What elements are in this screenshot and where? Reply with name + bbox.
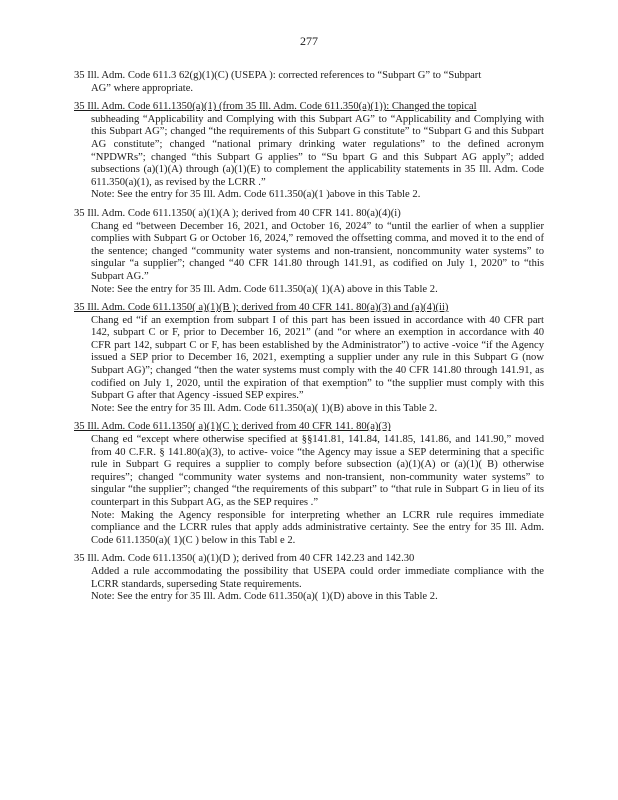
entry-note: Note: See the entry for 35 Ill. Adm. Code 611.350(a)(1 )above in this Table 2. — [91, 189, 421, 201]
entry-paragraph: AG” where appropriate. — [91, 82, 194, 94]
entry-paragraph: Chang ed “if an exemption from subpart I of this part has been issued in accordance with 40 CFR part 142, subpart C or F, prior to December 16, 2021” (and “or where an exemption in accordance with 40 CFR part 142, subpart C or F, has been established by the Administrator”) to active -voice “if the Agency issued a SEP prior to December 16, 2021, exempting a supplier under any rule in this Subpart G (now Subpart AG)”; changed “then the water systems must comply with the 40 CFR 141.80 through 141.91, as codified on July 1, 2020, until the expiration of that exemption” to “the supplier must comply with this Subpart G after that Agency -issued SEP expires.” — [91, 314, 544, 402]
entry-heading: 35 Ill. Adm. Code 611.1350( a)(1)(A ); derived from 40 CFR 141. 80(a)(4)(i) — [74, 207, 401, 219]
entry-paragraph: Added a rule accommodating the possibility that USEPA could order immediate compliance with the LCRR standards, superseding State requirements. — [91, 565, 544, 590]
entry-body — [74, 566, 544, 604]
entry-heading: 35 Ill. Adm. Code 611.3 62(g)(1)(C) (USEPA ): corrected references to “Subpart G” to “Subpart — [74, 70, 482, 81]
entry-body — [74, 315, 544, 416]
entry-paragraph: subheading “Applicability and Complying with this Subpart AG” to “Applicability and Complying with this Subpart AG”; changed “the requirements of this Subpart G constitute” to “Subpart G and this Subpart AG constitute”; changed “national primary drinking water regulations” to the defined acronym “NPDWRs”; changed “this Subpart G applies” to “Su bpart G and this Subpart AG apply”; added subsections (a)(1)(A) through (a)(1)(E) to complement the applicability statements in 35 Ill. Adm. Code 611.350(a)(1), as revised by the LCRR .” — [91, 113, 544, 188]
entry-heading: 35 Ill. Adm. Code 611.1350(a)(1) (from 35 Ill. Adm. Code 611.350(a)(1)): Changed the topical — [74, 101, 477, 113]
table-entry — [74, 208, 544, 296]
entry-body — [74, 434, 544, 547]
document-body — [74, 70, 544, 610]
entry-note: Note: See the entry for 35 Ill. Adm. Code 611.350(a)( 1)(B) above in this Table 2. — [91, 402, 438, 414]
entry-heading: 35 Ill. Adm. Code 611.1350( a)(1)(C ); derived from 40 CFR 141. 80(a)(3) — [74, 421, 391, 433]
table-entry — [74, 421, 544, 547]
entry-body — [74, 83, 544, 96]
entry-note: Note: See the entry for 35 Ill. Adm. Code 611.350(a)( 1)(D) above in this Table 2. — [91, 591, 438, 603]
table-entry — [74, 70, 544, 95]
entry-heading: 35 Ill. Adm. Code 611.1350( a)(1)(D ); derived from 40 CFR 142.23 and 142.30 — [74, 553, 415, 565]
table-entry — [74, 553, 544, 603]
entry-paragraph: Chang ed “between December 16, 2021, and October 16, 2024” to “until the earlier of when a supplier complies with Subpart G or October 16, 2024,” removed the offsetting comma, and moved it to the end of the sentence; changed “community water systems and non-transient, noncommunity water systems” to singular “a supplier”; changed “40 CFR 141.80 through 141.91, as codified on July 1, 2020” to “this Subpart AG.” — [91, 220, 544, 282]
entry-body — [74, 114, 544, 202]
page-number: 277 — [300, 34, 318, 48]
entry-body — [74, 221, 544, 297]
table-entry — [74, 101, 544, 202]
table-entry — [74, 302, 544, 415]
entry-note: Note: Making the Agency responsible for interpreting whether an LCRR rule requires immediate compliance and the LCRR rules that apply adds administrative certainty. See the entry for 35 Ill. Adm. Code 611.1350(a)( 1)(C ) below in this Tabl e 2. — [91, 509, 544, 546]
entry-note: Note: See the entry for 35 Ill. Adm. Code 611.350(a)( 1)(A) above in this Table 2. — [91, 283, 438, 295]
entry-paragraph: Chang ed “except where otherwise specified at §§141.81, 141.84, 141.85, 141.86, and 141.90,” moved from 40 C.F.R. § 141.80(a)(3), to active- voice “the Agency may issue a SEP determining that a specific rule in Subpart G requires a supplier to comply before subsection (a)(1)(A) or (a)(1)( B) otherwise requires”; changed “community water systems and non-transient, non-community water systems” to singular “the supplier”; changed “the requirements of this subpart” to “that rule in Subpart G in lieu of its counterpart in this Subpart AG, as the SEP requires .” — [91, 434, 544, 508]
entry-heading: 35 Ill. Adm. Code 611.1350( a)(1)(B ); derived from 40 CFR 141. 80(a)(3) and (a)(4)(ii) — [74, 302, 449, 314]
